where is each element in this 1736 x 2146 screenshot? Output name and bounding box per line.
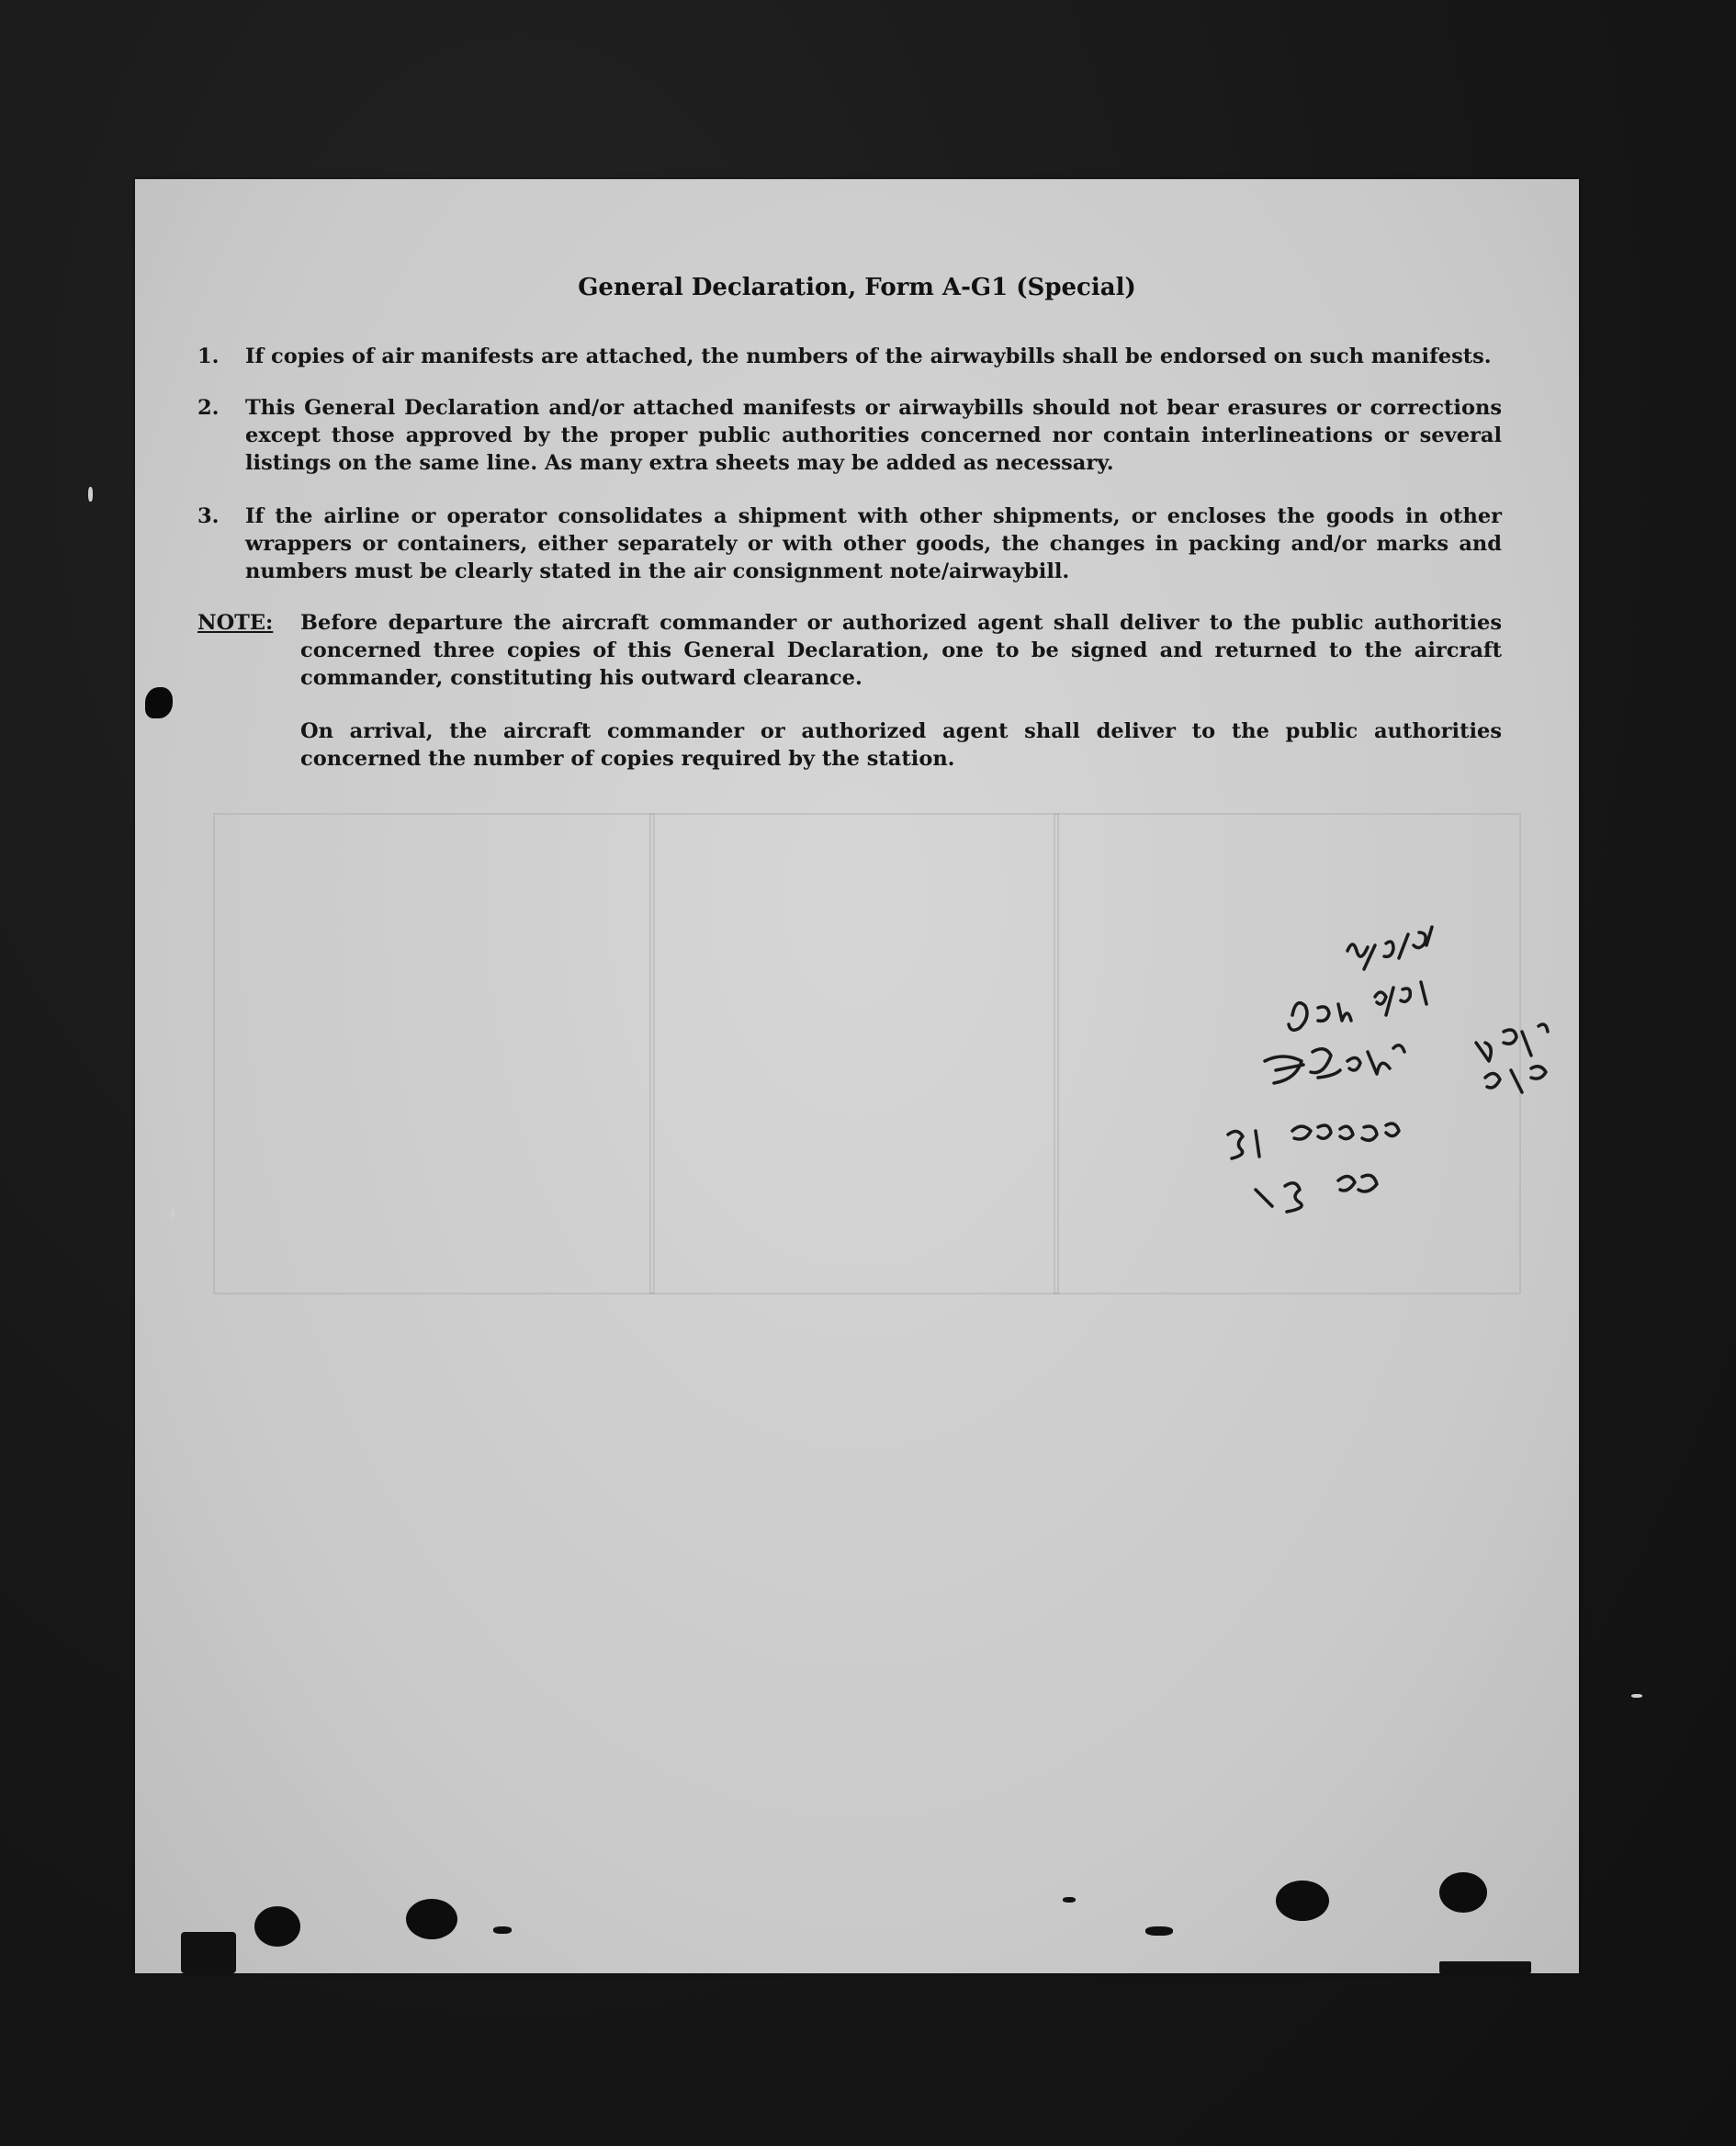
ink-speck bbox=[1063, 1897, 1076, 1903]
ink-speck bbox=[145, 687, 173, 718]
instruction-item-2 bbox=[197, 394, 1502, 477]
handwritten-annotation bbox=[1072, 923, 1586, 1438]
instruction-item-1 bbox=[197, 343, 1502, 370]
item-text: This General Declaration and/or attached manifests or airwaybills should not bear erasures or corrections except those approved by the proper public authorities concerned nor contain interlineations or several listings on the same line. As many extra sheets may be added as necessary. bbox=[245, 396, 1502, 475]
ink-speck bbox=[171, 1209, 175, 1218]
note-paragraph-1: Before departure the aircraft commander or authorized agent shall deliver to the public authorities concerned three copies of this General Declaration, one to be signed and returned to the aircraft commander, constituting his outward clearance. bbox=[300, 611, 1502, 690]
punch-hole bbox=[1439, 1872, 1487, 1913]
ink-speck bbox=[1631, 1694, 1642, 1698]
form-title: General Declaration, Form A-G1 (Special) bbox=[578, 274, 1136, 301]
bleed-through-box bbox=[1054, 813, 1059, 1294]
item-number: 1. bbox=[197, 344, 220, 368]
item-number: 3. bbox=[197, 504, 220, 528]
bleed-through-box bbox=[649, 813, 655, 1294]
ink-speck bbox=[493, 1926, 512, 1934]
punch-hole bbox=[406, 1899, 457, 1939]
instruction-item-3 bbox=[197, 503, 1502, 585]
note-paragraph-2: On arrival, the aircraft commander or authorized agent shall deliver to the public authorities concerned the number of copies required by the station. bbox=[300, 719, 1502, 771]
note-label: NOTE: bbox=[197, 611, 274, 635]
item-text: If the airline or operator consolidates a shipment with other shipments, or encloses the goods in other wrappers or containers, either separately or with other goods, the changes in packing and/or marks and numbers must be clearly stated in the air consignment note/airwaybill. bbox=[245, 504, 1502, 583]
item-number: 2. bbox=[197, 396, 220, 420]
punch-hole bbox=[254, 1906, 300, 1947]
ink-speck bbox=[181, 1932, 236, 1973]
punch-hole bbox=[1276, 1881, 1329, 1921]
item-text: If copies of air manifests are attached, the numbers of the airwaybills shall be endorsed on such manifests. bbox=[245, 344, 1492, 368]
ink-speck bbox=[1439, 1961, 1531, 1973]
ink-speck bbox=[88, 487, 93, 502]
ink-speck bbox=[1145, 1926, 1173, 1936]
document-page bbox=[135, 179, 1579, 1973]
